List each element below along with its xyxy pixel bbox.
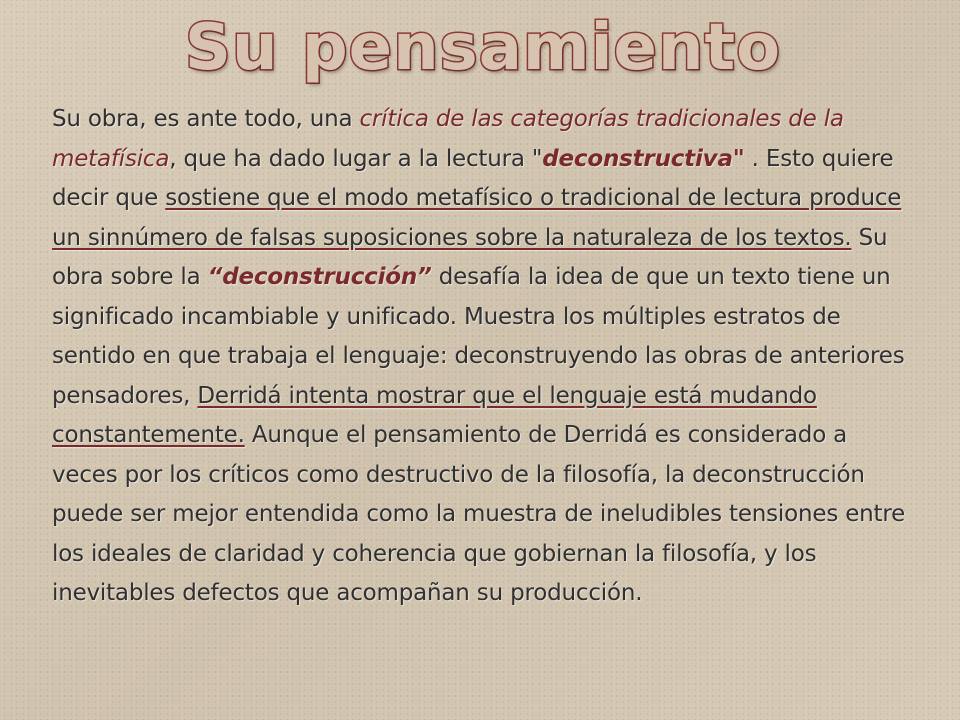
underlined-phrase-lenguaje: Derridá intenta mostrar que el lenguaje está mudando constantemente.	[52, 382, 817, 448]
text-run: Aunque el pensamiento de Derridá es considerado a veces por los críticos como destructivo de la filosofía, la deconstrucción puede ser mejor entendida como la muestra de ineludibles tensiones entre los ideales de claridad y coherencia que gobiernan la filosofía, y los inevitables defectos que acompañan su producción.	[52, 422, 906, 606]
text-run: . Esto quiere decir que	[52, 145, 894, 211]
body-paragraph	[52, 100, 912, 614]
text-run: Su obra sobre la	[52, 224, 888, 290]
emphasis-deconstruccion: “deconstrucción”	[207, 264, 432, 290]
underlined-phrase-lectura: sostiene que el modo metafísico o tradicional de lectura produce un sinnúmero de falsas suposiciones sobre la naturaleza de los textos.	[52, 185, 902, 251]
emphasis-critica: crítica de las categorías tradicionales de la metafísica	[52, 106, 844, 172]
slide-title: Su pensamiento	[184, 11, 782, 85]
text-run: desafía la idea de que un texto tiene un significado incambiable y unificado. Muestra los múltiples estratos de sentido en que trabaja el lenguaje: deconstruyendo las obras de anteriores pensadores,	[52, 264, 905, 409]
text-run: Su obra, es ante todo, una	[52, 106, 360, 132]
emphasis-deconstructiva: deconstructiva"	[542, 145, 745, 172]
text-run: , que ha dado lugar a la lectura "	[169, 145, 543, 172]
